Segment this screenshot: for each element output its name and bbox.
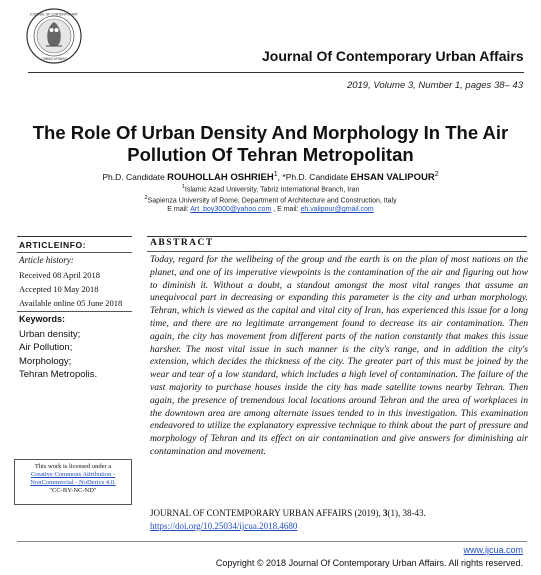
author1-prefix: Ph.D. Candidate bbox=[102, 171, 168, 182]
author2-sup: 2 bbox=[434, 170, 439, 178]
cite-journal: JOURNAL OF CONTEMPORARY URBAN AFFAIRS (2019), bbox=[150, 508, 383, 518]
affiliation-2 bbox=[0, 195, 541, 204]
aff2-text: Sapienza University of Rome, Department of Architecture and Construction, Italy bbox=[147, 197, 397, 205]
keyword-item: Air Pollution; bbox=[19, 342, 73, 353]
history-available: Available online 05 June 2018 bbox=[19, 298, 123, 308]
license-box bbox=[14, 459, 132, 505]
author1-name: ROUHOLLAH OSHRIEH bbox=[167, 171, 274, 183]
license-link-1[interactable]: Creative Commons Attribution - bbox=[30, 471, 116, 478]
article-info-top-rule bbox=[17, 236, 132, 237]
email-prefix: E mail: bbox=[167, 206, 191, 213]
keyword-item: Urban density; bbox=[19, 329, 81, 340]
footer-divider bbox=[17, 541, 527, 542]
abstract-mid-rule bbox=[147, 251, 527, 252]
author2-name: EHSAN VALIPOUR bbox=[350, 171, 435, 183]
copyright-notice: Copyright © 2018 Journal Of Contemporary Urban Affairs. All rights reserved. bbox=[215, 558, 523, 568]
issue-citation: 2019, Volume 3, Number 1, pages 38– 43 bbox=[346, 80, 523, 91]
history-received: Received 08 April 2018 bbox=[19, 270, 100, 280]
email-line bbox=[0, 206, 541, 213]
email-link-1[interactable]: Art_boy3000@yahoo.com bbox=[190, 206, 272, 213]
affiliation-1 bbox=[0, 184, 541, 193]
author-line bbox=[0, 170, 541, 183]
history-accepted: Accepted 10 May 2018 bbox=[19, 284, 99, 294]
svg-text:JOURNAL OF CONTEMPORARY: JOURNAL OF CONTEMPORARY bbox=[30, 12, 78, 17]
author1-sup: 1 bbox=[273, 170, 278, 178]
license-code: "CC-BY-NC-ND" bbox=[49, 487, 97, 494]
citation-reference bbox=[150, 508, 426, 518]
email-separator: , E mail: bbox=[271, 206, 301, 213]
abstract-heading: ABSTRACT bbox=[150, 238, 214, 248]
keywords-rule bbox=[17, 311, 132, 312]
abstract-body: Today, regard for the wellbeing of the group and the earth is on the plan of most nations on the planet, and one of its imperative viewpoints is the contamination of the air and figuring out how to diminish it. Without a doubt, a standout amongst the most vital ranges that assume an unequivocal part in decreasing or expanding this parameter is the city and urban morphology. Tehran, which is viewed as the capital and vital city of Iran, has experienced this issue for a long time, and there are no legitimate arrangement found to decrease its air contamination. Then again, the city has movement from different parts of the nation constantly that makes this issue harsher. The most vital issue in such manner is the city's range, and in addition the city's extension, which decides the thickness of the city. The greater part of this must be joined by the wear and tear of a low standard, which includes a high level of contamination. The failure of the vast majority to purchase houses inside the city has made satellite towns nearby Tehran. Then again, the presence of tremendous local locations around Tehran and the area of workplaces in the downtown area are among alternate issues tended to in this investigation. This examination endeavored to utilize the explanatory expressive technique to think about the part of pressure and morphology of Tehran and its effect on air contamination and give answers for diminishing air contamination and movement. bbox=[150, 254, 528, 457]
svg-text:URBAN AFFAIRS: URBAN AFFAIRS bbox=[41, 57, 67, 61]
cite-rest: (1), 38-43. bbox=[387, 508, 426, 518]
abstract-top-rule bbox=[147, 236, 527, 237]
paper-title bbox=[0, 122, 541, 166]
header-divider bbox=[28, 72, 524, 73]
journal-logo-seal bbox=[26, 8, 82, 64]
aff1-sup: 1 bbox=[181, 184, 185, 190]
aff2-sup: 2 bbox=[144, 195, 148, 201]
article-history-label: Article history: bbox=[19, 255, 74, 265]
paper-title-line-1: The Role Of Urban Density And Morphology In The Air bbox=[32, 122, 509, 143]
website-link[interactable]: www.ijcua.com bbox=[463, 545, 523, 555]
email-link-2[interactable]: eh.valipour@gmail.com bbox=[300, 206, 374, 213]
article-info-mid-rule bbox=[17, 252, 132, 253]
license-text: This work is licensed under a bbox=[34, 463, 112, 470]
license-link-2[interactable]: NonCommercial - NoDerivs 4.0. bbox=[30, 479, 116, 486]
author-separator: , * bbox=[277, 171, 286, 182]
article-info-heading: ARTICLEINFO: bbox=[19, 240, 87, 250]
journal-title: Journal Of Contemporary Urban Affairs bbox=[262, 48, 524, 64]
aff1-text: Islamic Azad University, Tabriz International Branch, Iran bbox=[184, 186, 360, 194]
paper-title-line-2: Pollution Of Tehran Metropolitan bbox=[127, 144, 414, 165]
cite-volume: 3 bbox=[382, 508, 388, 518]
author2-prefix: Ph.D. Candidate bbox=[285, 171, 351, 182]
keyword-item: Morphology; bbox=[19, 356, 72, 367]
keyword-item: Tehran Metropolis. bbox=[19, 369, 98, 380]
doi-link[interactable]: https://doi.org/10.25034/ijcua.2018.4680 bbox=[150, 521, 298, 531]
keywords-label: Keywords: bbox=[19, 314, 66, 324]
